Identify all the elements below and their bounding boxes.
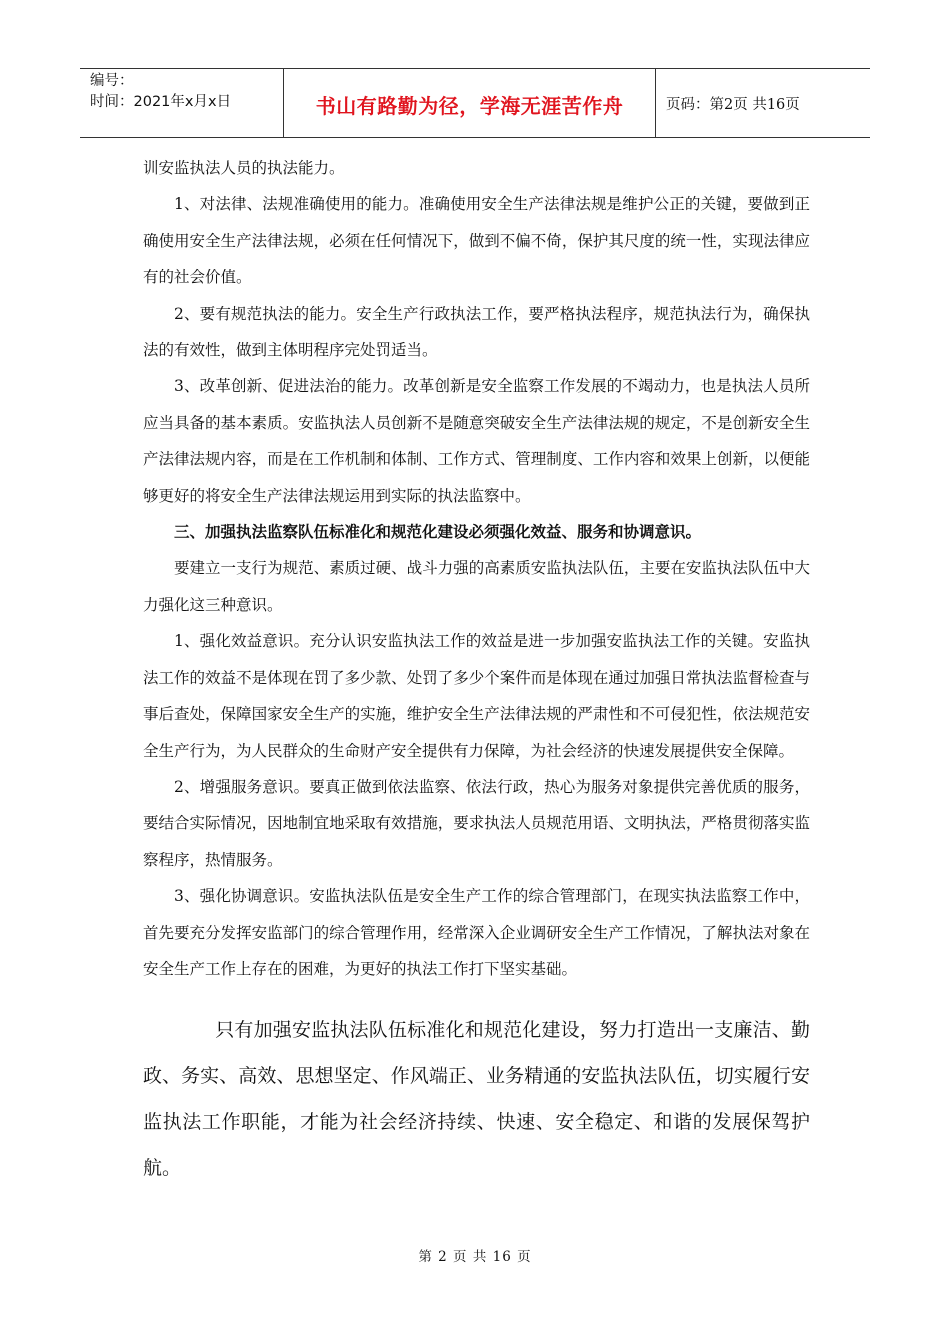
- paragraph: 2、要有规范执法的能力。安全生产行政执法工作，要严格执法程序，规范执法行为，确保执法的有效性，做到主体明程序完处罚适当。: [143, 304, 810, 360]
- paragraph: 3、强化协调意识。安监执法队伍是安全生产工作的综合管理部门，在现实执法监察工作中，首先要充分发挥安监部门的综合管理作用，经常深入企业调研安全生产工作情况，了解执法对象在安全生产工作上存在的困难，为更好的执法工作打下坚实基础。: [143, 887, 810, 978]
- paragraph: 要建立一支行为规范、素质过硬、战斗力强的高素质安监执法队伍，主要在安监执法队伍中大力强化这三种意识。: [143, 559, 810, 614]
- page-header: [80, 68, 870, 138]
- section-heading: 三、加强执法监察队伍标准化和规范化建设必须强化效益、服务和协调意识。: [174, 522, 702, 542]
- paragraph: 训安监执法人员的执法能力。: [143, 159, 345, 177]
- paragraph: 1、对法律、法规准确使用的能力。准确使用安全生产法律法规是维护公正的关键，要做到正确使用安全生产法律法规，必须在任何情况下，做到不偏不倚，保护其尺度的统一性，实现法律应有的社会价值。: [143, 195, 810, 287]
- header-meta: [80, 69, 284, 137]
- document-number-label: 编号：: [90, 73, 134, 89]
- header-page-info: 页码：第2页 共16页: [666, 96, 800, 113]
- paragraph: 3、改革创新、促进法治的能力。改革创新是安全监察工作发展的不竭动力，也是执法人员所应当具备的基本素质。安监执法人员创新不是随意突破安全生产法律法规的规定，不是创新安全生产法律法规内容，而是在工作机制和体制、工作方式、管理制度、工作内容和效果上创新，以便能够更好的将安全生产法律法规运用到实际的执法监察中。: [143, 377, 810, 505]
- page-footer: 第 2 页 共 16 页: [418, 1249, 532, 1265]
- paragraph: 1、强化效益意识。充分认识安监执法工作的效益是进一步加强安监执法工作的关键。安监执法工作的效益不是体现在罚了多少款、处罚了多少个案件而是体现在通过加强日常执法监督检查与事后查处，保障国家安全生产的实施，维护安全生产法律法规的严肃性和不可侵犯性，依法规范安全生产行为，为人民群众的生命财产安全提供有力保障，为社会经济的快速发展提供安全保障。: [143, 632, 810, 760]
- document-body: [143, 150, 810, 1210]
- header-motto: 书山有路勤为径，学海无涯苦作舟: [284, 69, 656, 137]
- closing-paragraph: 只有加强安监执法队伍标准化和规范化建设，努力打造出一支廉洁、勤政、务实、高效、思想坚定、作风端正、业务精通的安监执法队伍，切实履行安监执法工作职能，才能为社会经济持续、快速、安全稳定、和谐的发展保驾护航。: [143, 1019, 810, 1180]
- paragraph: 2、增强服务意识。要真正做到依法监察、依法行政，热心为服务对象提供完善优质的服务，要结合实际情况，因地制宜地采取有效措施，要求执法人员规范用语、文明执法，严格贯彻落实监察程序，热情服务。: [143, 777, 810, 869]
- document-time-label: 时间：2021年x月x日: [90, 94, 232, 110]
